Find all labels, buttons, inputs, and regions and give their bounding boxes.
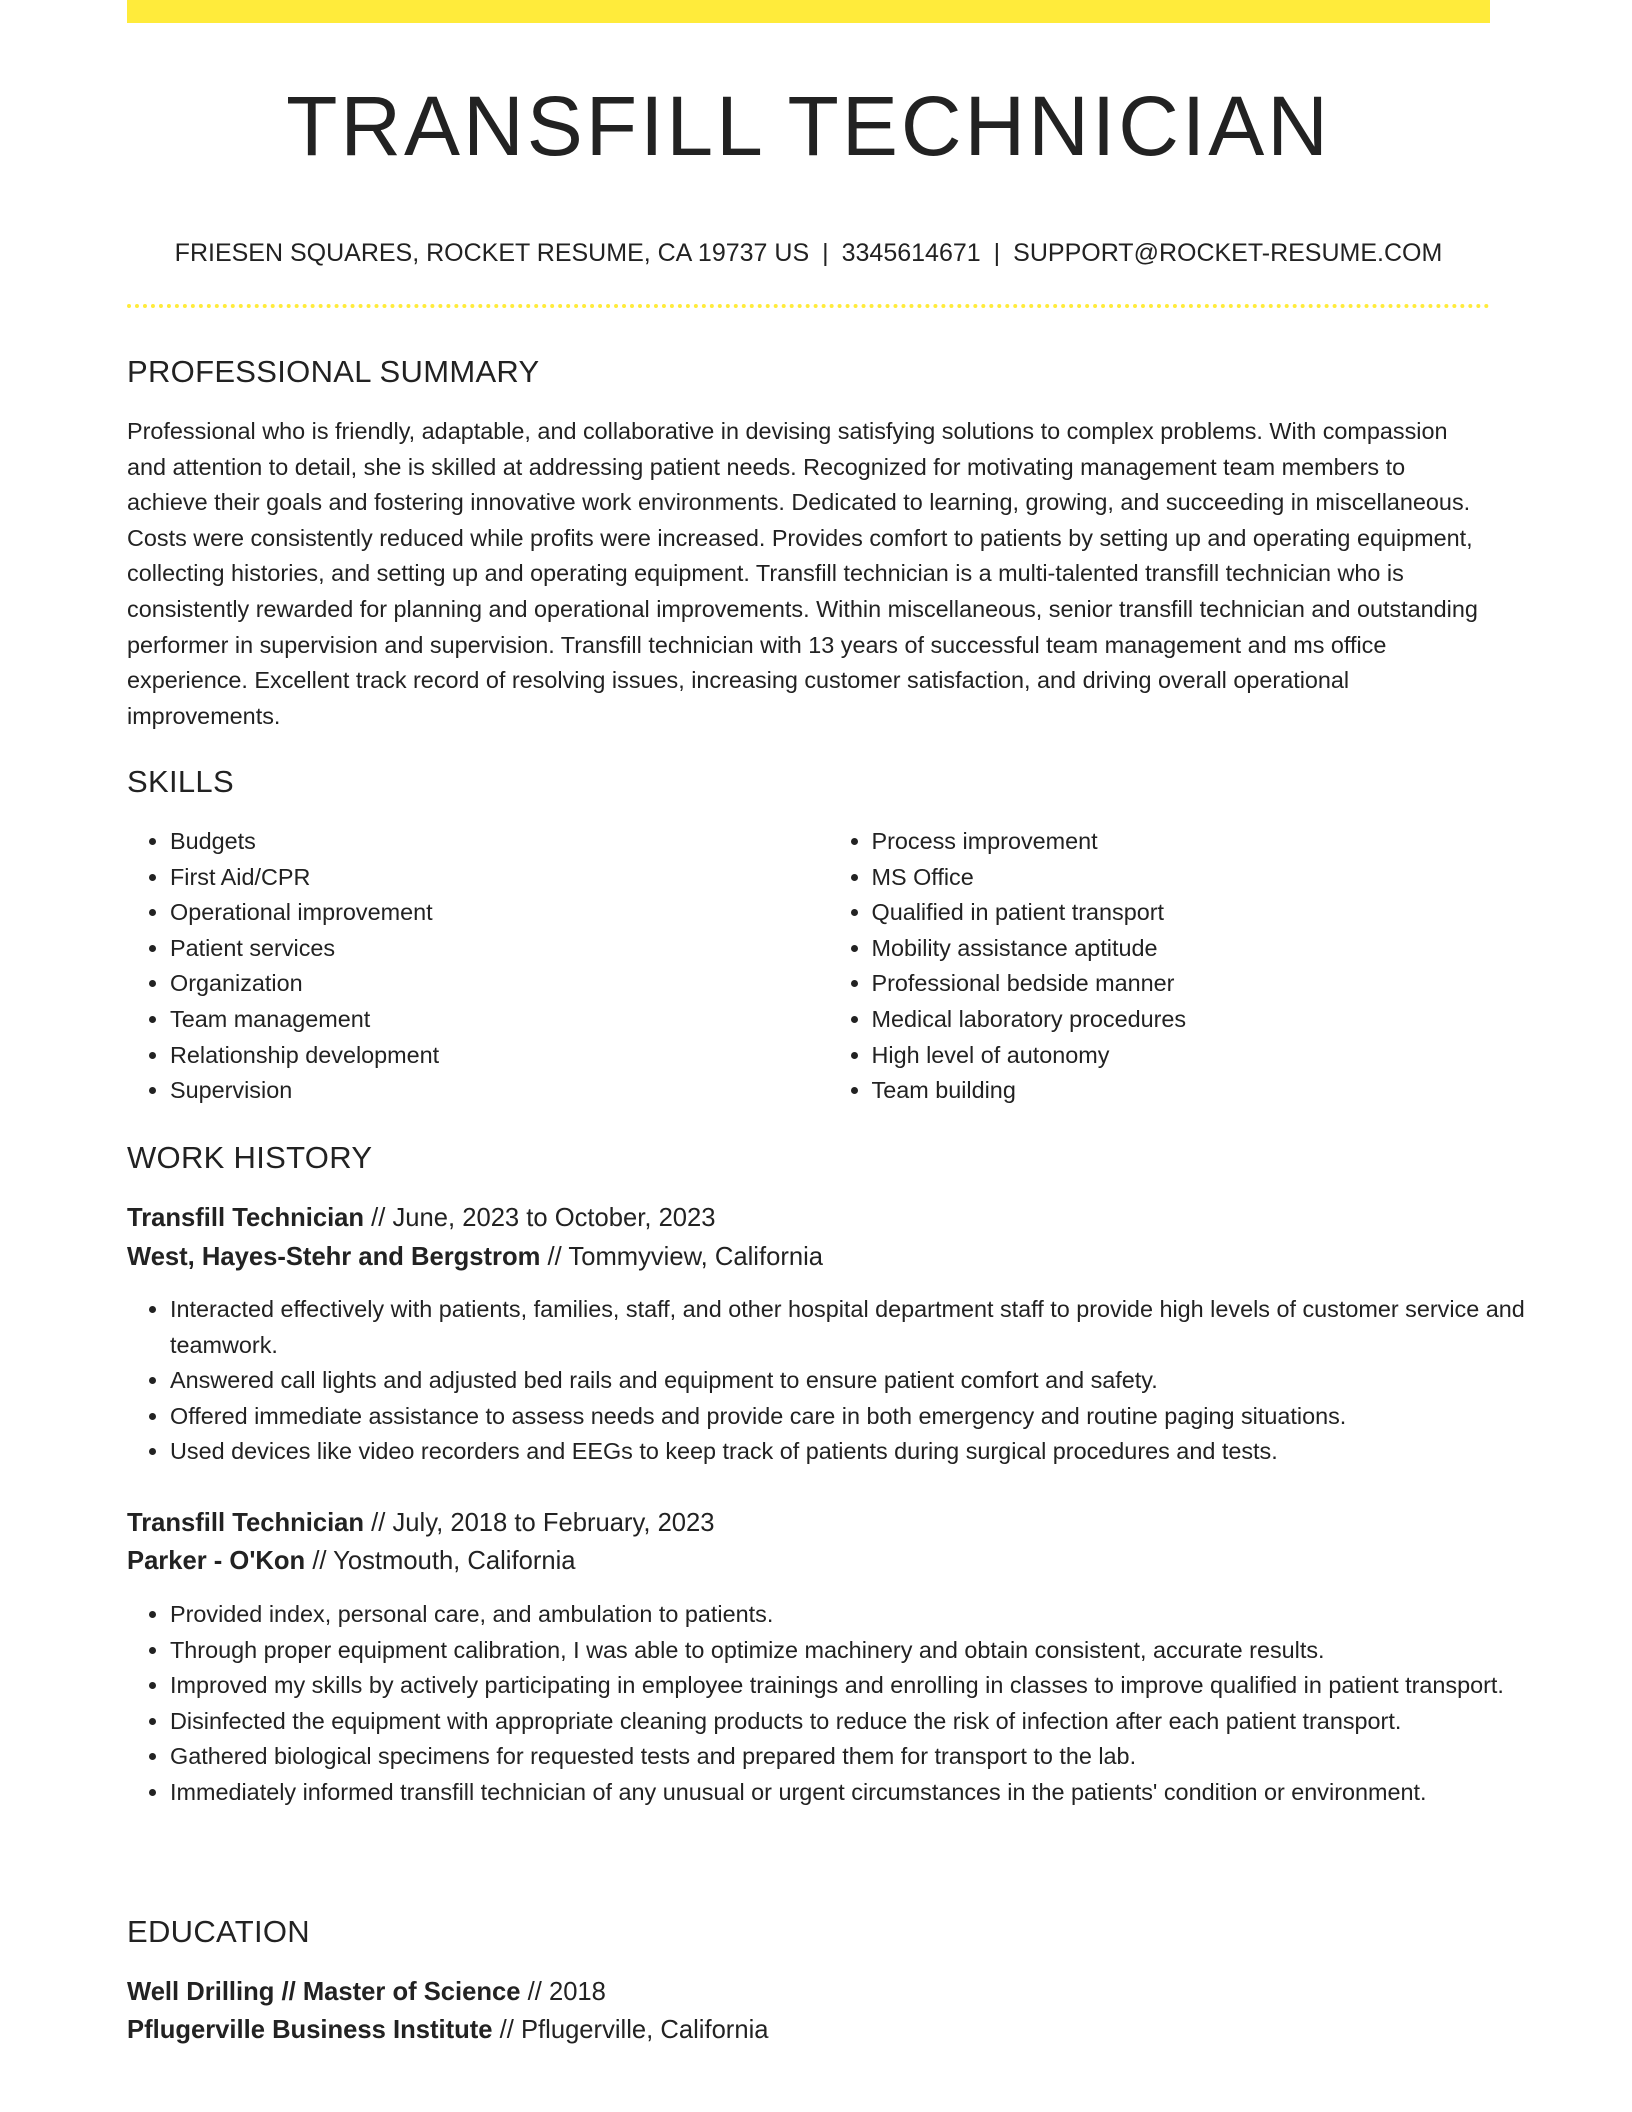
- job-dates: // July, 2018 to February, 2023: [371, 1509, 715, 1537]
- job-bullet: • Through proper equipment calibration, I was able to optimize machinery and obtain consistent, accurate results.: [170, 1633, 1533, 1669]
- job-location: // Yostmouth, California: [312, 1547, 576, 1575]
- job-role: Transfill Technician: [127, 1509, 365, 1537]
- job-location: // Tommyview, California: [547, 1243, 824, 1271]
- contact-phone: 3345614671: [841, 239, 981, 267]
- contact-separator: |: [822, 239, 829, 267]
- education-title: EDUCATION: [127, 1914, 310, 1949]
- candidate-name: TRANSFILL TECHNICIAN: [286, 79, 1331, 173]
- skills-list: [127, 824, 1490, 1109]
- job-bullets: [127, 1292, 1533, 1470]
- education-location: // Pflugerville, California: [499, 2016, 769, 2044]
- skill-item: • Relationship development: [170, 1038, 789, 1074]
- skill-item: • First Aid/CPR: [170, 860, 789, 896]
- job-bullet: • Disinfected the equipment with appropriate cleaning products to reduce the risk of infection after each patient transport.: [170, 1704, 1533, 1740]
- job-bullet: • Provided index, personal care, and ambulation to patients.: [170, 1597, 1533, 1633]
- job-bullet: • Gathered biological specimens for requested tests and prepared them for transport to the lab.: [170, 1739, 1533, 1775]
- education-year: // 2018: [527, 1978, 606, 2006]
- skill-item: • Team building: [872, 1073, 1491, 1109]
- skills-column-left: [127, 824, 789, 1109]
- skill-item: • Operational improvement: [170, 895, 789, 931]
- skill-item: • Medical laboratory procedures: [872, 1002, 1491, 1038]
- job-bullet: • Offered immediate assistance to assess needs and provide care in both emergency and routine paging situations.: [170, 1399, 1533, 1435]
- job-company: Parker - O'Kon: [127, 1547, 306, 1575]
- job-role: Transfill Technician: [127, 1204, 365, 1232]
- summary-title: PROFESSIONAL SUMMARY: [127, 354, 540, 389]
- contact-line: [127, 236, 1490, 270]
- skill-item: • Organization: [170, 966, 789, 1002]
- job-bullet: • Used devices like video recorders and EEGs to keep track of patients during surgical procedures and tests.: [170, 1434, 1533, 1470]
- skill-item: • Budgets: [170, 824, 789, 860]
- contact-address: FRIESEN SQUARES, ROCKET RESUME, CA 19737 US: [174, 239, 810, 267]
- skill-item: • Qualified in patient transport: [872, 895, 1491, 931]
- work-history-title: WORK HISTORY: [127, 1140, 373, 1175]
- skill-item: • Professional bedside manner: [872, 966, 1491, 1002]
- job-company: West, Hayes-Stehr and Bergstrom: [127, 1243, 541, 1271]
- skill-item: • High level of autonomy: [872, 1038, 1491, 1074]
- education-degree: Well Drilling // Master of Science: [127, 1978, 521, 2006]
- header-divider: [127, 304, 1490, 308]
- skills-title: SKILLS: [127, 764, 234, 799]
- skills-column-right: [829, 824, 1491, 1109]
- job-bullets: [127, 1597, 1533, 1811]
- skill-item: • Supervision: [170, 1073, 789, 1109]
- job-company-line: [127, 1543, 576, 1579]
- contact-separator: |: [993, 239, 1001, 267]
- job-bullet: • Answered call lights and adjusted bed rails and equipment to ensure patient comfort and safety.: [170, 1363, 1533, 1399]
- education-school-line: [127, 2012, 769, 2048]
- job-bullet: • Interacted effectively with patients, families, staff, and other hospital department staff to provide high levels of customer service and teamwork.: [170, 1292, 1533, 1363]
- job-company-line: [127, 1239, 823, 1275]
- education-degree-line: [127, 1974, 606, 2010]
- skill-item: • Team management: [170, 1002, 789, 1038]
- job-dates: // June, 2023 to October, 2023: [371, 1204, 716, 1232]
- skill-item: • Mobility assistance aptitude: [872, 931, 1491, 967]
- skill-item: • MS Office: [872, 860, 1491, 896]
- job-bullet: • Improved my skills by actively participating in employee trainings and enrolling in classes to improve qualified in patient transport.: [170, 1668, 1533, 1704]
- job-bullet: • Immediately informed transfill technician of any unusual or urgent circumstances in the patients' condition or environment.: [170, 1775, 1533, 1811]
- accent-top-bar: [127, 0, 1490, 23]
- summary-text: Professional who is friendly, adaptable, and collaborative in devising satisfying solutions to complex problems. With compassion and attention to detail, she is skilled at addressing patient needs. Recognized for motivating management team members to achieve their goals and fostering innovative work environments. Dedicated to learning, growing, and succeeding in miscellaneous. Costs were consistently reduced while profits were increased. Provides comfort to patients by setting up and operating equipment, collecting histories, and setting up and operating equipment. Transfill technician is a multi-talented transfill technician who is consistently rewarded for planning and operational improvements. Within miscellaneous, senior transfill technician and outstanding performer in supervision and supervision. Transfill technician with 13 years of successful team management and ms office experience. Excellent track record of resolving issues, increasing customer satisfaction, and driving overall operational improvements.: [127, 418, 1478, 729]
- skill-item: • Process improvement: [872, 824, 1491, 860]
- job-title-line: [127, 1200, 716, 1236]
- contact-email: SUPPORT@ROCKET-RESUME.COM: [1013, 239, 1443, 267]
- education-school: Pflugerville Business Institute: [127, 2016, 493, 2044]
- job-title-line: [127, 1505, 715, 1541]
- skill-item: • Patient services: [170, 931, 789, 967]
